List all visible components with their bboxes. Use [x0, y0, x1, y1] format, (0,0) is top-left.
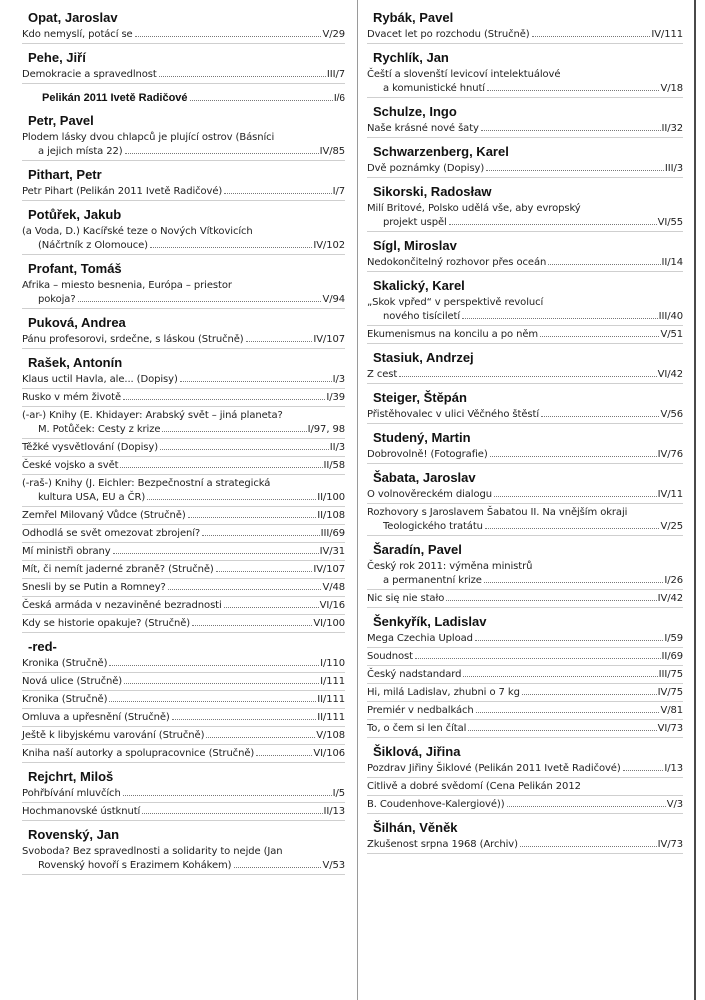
article-title-continuation: [22, 423, 345, 437]
article-title-line: (-ar-) Knihy (E. Khidayer: Arabský svět – jiná planeta?: [22, 410, 283, 421]
dot-leader: [463, 676, 657, 677]
article-entry: [22, 693, 345, 709]
article-title-line: Teologického tratátu: [383, 521, 483, 532]
article-title-continuation: [22, 491, 345, 505]
author-name: Rybák, Pavel: [373, 10, 454, 25]
issue-reference: V/108: [316, 730, 345, 741]
issue-reference: V/51: [660, 329, 683, 340]
article-title-line: Plodem lásky dvou chlapců je plující ostrov (Básníci: [22, 132, 275, 143]
dot-leader: [485, 528, 660, 529]
article-entry: [22, 563, 345, 579]
dot-leader: [475, 640, 663, 641]
column-divider: [357, 0, 358, 1000]
article-entry: [22, 185, 345, 201]
dot-leader: [623, 770, 664, 771]
article-title: Soudnost: [367, 651, 413, 662]
issue-reference: I/7: [332, 186, 345, 197]
article-title: Česká armáda v nezaviněné bezradnosti: [22, 600, 222, 611]
article-title: Odhodlá se svět omezovat zbrojení?: [22, 528, 201, 539]
author-name: Schwarzenberg, Karel: [373, 144, 509, 159]
issue-reference: IV/102: [313, 240, 345, 251]
dot-leader: [494, 496, 657, 497]
article-title-line: Čeští a slovenští levicoví intelektuálové: [367, 69, 561, 80]
article-entry: [367, 368, 683, 384]
issue-reference: II/3: [329, 442, 345, 453]
issue-reference: IV/42: [657, 593, 683, 604]
issue-reference: VI/16: [319, 600, 345, 611]
issue-reference: V/53: [322, 860, 345, 871]
dot-leader: [540, 336, 659, 337]
article-title-continuation: [367, 216, 683, 230]
issue-reference: IV/73: [657, 839, 683, 850]
issue-reference: I/26: [664, 575, 683, 586]
article-entry: [22, 68, 345, 84]
article-entry: [22, 675, 345, 691]
article-entry: [22, 581, 345, 597]
page-edge: [694, 0, 696, 1000]
author-name: Potůřek, Jakub: [28, 207, 122, 222]
dot-leader: [113, 553, 319, 554]
dot-leader: [462, 318, 658, 319]
article-title-continuation: [22, 293, 345, 307]
article-title-line: a permanentní krize: [383, 575, 482, 586]
dot-leader: [123, 795, 332, 796]
article-entry: [22, 441, 345, 457]
article-entry: [367, 650, 683, 666]
article-title-line: (-raš-) Knihy (J. Eichler: Bezpečnostní a strategická: [22, 478, 271, 489]
article-title-line: pokoja?: [38, 294, 76, 305]
issue-reference: V/81: [660, 705, 683, 716]
article-entry: [367, 122, 683, 138]
issue-reference: II/108: [317, 510, 345, 521]
article-title: Kniha naší autorky a spolupracovnice (Stručně): [22, 748, 255, 759]
issue-reference: IV/107: [313, 564, 345, 575]
article-entry: [367, 668, 683, 684]
issue-reference: II/69: [661, 651, 683, 662]
article-entry: [367, 506, 683, 536]
article-entry: [22, 509, 345, 525]
article-entry: [22, 409, 345, 439]
issue-reference: IV/75: [657, 687, 683, 698]
article-title: Těžké vysvětlování (Dopisy): [22, 442, 159, 453]
issue-reference: VI/106: [313, 748, 345, 759]
dot-leader: [142, 813, 322, 814]
issue-reference: V/94: [322, 294, 345, 305]
article-title: Mít, či nemít jaderné zbraně? (Stručně): [22, 564, 214, 575]
article-entry: [367, 328, 683, 344]
article-entry: [367, 762, 683, 778]
dot-leader: [486, 170, 664, 171]
issue-reference: V/56: [660, 409, 683, 420]
author-name: Šilhán, Věněk: [373, 820, 458, 835]
article-title: Dvacet let po rozchodu (Stručně): [367, 29, 530, 40]
article-title: České vojsko a svět: [22, 460, 119, 471]
article-entry: [22, 333, 345, 349]
issue-reference: II/32: [661, 123, 683, 134]
dot-leader: [548, 264, 660, 265]
issue-reference: II/13: [323, 806, 345, 817]
author-name: Šiklová, Jiřina: [373, 744, 461, 759]
article-title: Nic się nie stało: [367, 593, 445, 604]
dot-leader: [78, 301, 322, 302]
dot-leader: [415, 658, 661, 659]
dot-leader: [224, 607, 319, 608]
issue-reference: VI/42: [657, 369, 683, 380]
article-title-continuation: [22, 239, 345, 253]
issue-reference: III/40: [658, 311, 683, 322]
issue-reference: I/3: [332, 374, 345, 385]
issue-reference: II/58: [323, 460, 345, 471]
article-title-line: kultura USA, EU a ČR): [38, 492, 146, 503]
article-entry: [22, 747, 345, 763]
article-title-continuation: [367, 82, 683, 96]
article-title: Ekumenismus na koncilu a po něm: [367, 329, 539, 340]
index-entry-heading: [22, 90, 345, 107]
article-entry: [367, 448, 683, 464]
article-entry: [367, 408, 683, 424]
dot-leader: [520, 846, 657, 847]
article-title-continuation: [22, 145, 345, 159]
issue-reference: II/100: [317, 492, 345, 503]
dot-leader: [135, 36, 322, 37]
article-entry: [22, 477, 345, 507]
dot-leader: [224, 193, 331, 194]
author-name: Pehe, Jiří: [28, 50, 86, 65]
article-entry: [22, 599, 345, 615]
dot-leader: [160, 449, 329, 450]
issue-reference: IV/85: [319, 146, 345, 157]
author-name: Rejchrt, Miloš: [28, 769, 114, 784]
dot-leader: [522, 694, 657, 695]
author-name: Rychlík, Jan: [373, 50, 449, 65]
author-name: Skalický, Karel: [373, 278, 465, 293]
article-title: Omluva a upřesnění (Stručně): [22, 712, 170, 723]
article-title: Z cest: [367, 369, 398, 380]
dot-leader: [190, 100, 333, 101]
author-name: Rovenský, Jan: [28, 827, 120, 842]
issue-reference: V/29: [322, 29, 345, 40]
article-entry: [367, 256, 683, 272]
article-title: Dobrovolně! (Fotografie): [367, 449, 488, 460]
article-title-line: Rovenský hovoří s Erazimem Kohákem): [38, 860, 232, 871]
article-title-line: Český rok 2011: výměna ministrů: [367, 561, 533, 572]
dot-leader: [120, 467, 322, 468]
issue-reference: IV/11: [657, 489, 683, 500]
issue-reference: I/6: [333, 93, 345, 104]
article-title: Zemřel Milovaný Vůdce (Stručně): [22, 510, 186, 521]
author-name: Sígl, Miroslav: [373, 238, 457, 253]
dot-leader: [487, 90, 660, 91]
dot-leader: [481, 130, 661, 131]
dot-leader: [180, 381, 332, 382]
article-title: Klaus uctil Havla, ale... (Dopisy): [22, 374, 178, 385]
issue-reference: VI/55: [657, 217, 683, 228]
issue-reference: I/59: [664, 633, 683, 644]
issue-reference: II/111: [317, 694, 345, 705]
article-title-continuation: [367, 574, 683, 588]
article-entry: [367, 632, 683, 648]
article-title: Premiér v nedbalkách: [367, 705, 474, 716]
article-entry: [22, 845, 345, 875]
article-entry: [367, 592, 683, 608]
dot-leader: [168, 589, 322, 590]
article-title: Nedokončitelný rozhovor přes oceán: [367, 257, 547, 268]
article-entry: [367, 488, 683, 504]
article-title: Český nadstandard: [367, 669, 462, 680]
author-name: Šenkyřík, Ladislav: [373, 614, 487, 629]
article-entry: [22, 657, 345, 673]
author-name: Rašek, Antonín: [28, 355, 123, 370]
issue-reference: VI/100: [313, 618, 345, 629]
dot-leader: [162, 431, 306, 432]
issue-reference: III/3: [664, 163, 683, 174]
article-entry: [367, 780, 683, 796]
dot-leader: [202, 535, 320, 536]
issue-reference: III/69: [320, 528, 345, 539]
author-name: -red-: [28, 639, 57, 654]
article-title-line: (Náčrtník z Olomouce): [38, 240, 148, 251]
article-title: Dvě poznámky (Dopisy): [367, 163, 485, 174]
article-entry: [22, 225, 345, 255]
article-title-line: projekt uspěl: [383, 217, 447, 228]
article-title: Kdy se historie opakuje? (Stručně): [22, 618, 191, 629]
article-title: Pozdrav Jiřiny Šiklové (Pelikán 2011 Ivetě Radičové): [367, 763, 621, 774]
issue-reference: III/7: [326, 69, 345, 80]
issue-reference: I/97, 98: [307, 424, 345, 435]
article-entry: [367, 798, 683, 814]
article-entry: [367, 162, 683, 178]
author-name: Steiger, Štěpán: [373, 390, 467, 405]
issue-reference: IV/111: [651, 29, 683, 40]
article-title-continuation: [22, 859, 345, 873]
issue-reference: IV/31: [319, 546, 345, 557]
article-entry: [22, 279, 345, 309]
article-title-line: „Skok vpřed“ v perspektivě revolucí: [367, 297, 544, 308]
article-title: Kronika (Stručně): [22, 658, 108, 669]
article-entry: [22, 28, 345, 44]
index-column-left: [22, 6, 345, 877]
heading-title: Pelikán 2011 Ivetě Radičové: [42, 92, 188, 104]
article-entry: [22, 805, 345, 821]
dot-leader: [532, 36, 651, 37]
issue-reference: I/110: [320, 658, 345, 669]
article-title: Citlivě a dobré svědomí (Cena Pelikán 2012: [367, 781, 581, 792]
author-name: Studený, Martin: [373, 430, 471, 445]
dot-leader: [147, 499, 316, 500]
article-entry: [367, 202, 683, 232]
dot-leader: [159, 76, 326, 77]
article-title: Snesli by se Putin a Romney?: [22, 582, 166, 593]
dot-leader: [216, 571, 313, 572]
article-title-continuation: [367, 310, 683, 324]
author-name: Šaradín, Pavel: [373, 542, 462, 557]
article-entry: [22, 373, 345, 389]
author-name: Šabata, Jaroslav: [373, 470, 476, 485]
article-title-line: Rozhovory s Jaroslavem Šabatou II. Na vnějším okraji: [367, 507, 628, 518]
dot-leader: [124, 683, 319, 684]
article-title-line: Svoboda? Bez spravedlnosti a solidarity to nejde (Jan: [22, 846, 283, 857]
issue-reference: V/25: [660, 521, 683, 532]
dot-leader: [256, 755, 312, 756]
article-entry: [367, 686, 683, 702]
dot-leader: [446, 600, 656, 601]
article-entry: [367, 722, 683, 738]
author-name: Schulze, Ingo: [373, 104, 457, 119]
article-entry: [22, 787, 345, 803]
author-name: Sikorski, Radosław: [373, 184, 492, 199]
issue-reference: VI/73: [657, 723, 683, 734]
issue-reference: V/3: [666, 799, 683, 810]
author-name: Petr, Pavel: [28, 113, 94, 128]
article-title: Naše krásné nové šaty: [367, 123, 479, 134]
article-title: Demokracie a spravedlnost: [22, 69, 157, 80]
dot-leader: [125, 153, 319, 154]
article-entry: [22, 131, 345, 161]
article-title: Mí ministři obrany: [22, 546, 111, 557]
article-entry: [22, 391, 345, 407]
index-column-right: [367, 6, 683, 856]
article-title-line: a jejich místa 22): [38, 146, 123, 157]
article-entry: [22, 711, 345, 727]
article-entry: [367, 560, 683, 590]
dot-leader: [109, 665, 319, 666]
article-entry: [367, 704, 683, 720]
article-entry: [22, 545, 345, 561]
article-title: Nová ulice (Stručně): [22, 676, 123, 687]
author-name: Pithart, Petr: [28, 167, 102, 182]
article-title: Mega Czechia Upload: [367, 633, 473, 644]
issue-reference: I/39: [326, 392, 345, 403]
article-title: Pohřbívání mluvčích: [22, 788, 121, 799]
issue-reference: I/111: [320, 676, 345, 687]
issue-reference: IV/107: [313, 334, 345, 345]
dot-leader: [484, 582, 664, 583]
article-entry: [22, 459, 345, 475]
dot-leader: [109, 701, 316, 702]
article-title: Hochmanovské ústknutí: [22, 806, 141, 817]
article-title-line: (a Voda, D.) Kacířské teze o Nových Vítkovicích: [22, 226, 253, 237]
dot-leader: [449, 224, 657, 225]
article-title-line: a komunistické hnutí: [383, 83, 485, 94]
issue-reference: II/111: [317, 712, 345, 723]
dot-leader: [507, 806, 666, 807]
dot-leader: [541, 416, 659, 417]
article-title: Zkušenost srpna 1968 (Archiv): [367, 839, 518, 850]
article-title: Pánu profesorovi, srdečne, s láskou (Stručně): [22, 334, 244, 345]
dot-leader: [476, 712, 660, 713]
author-name: Opat, Jaroslav: [28, 10, 118, 25]
issue-reference: IV/76: [657, 449, 683, 460]
dot-leader: [399, 376, 656, 377]
dot-leader: [192, 625, 312, 626]
article-entry: [367, 28, 683, 44]
article-title-line: Afrika – miesto besnenia, Európa – priestor: [22, 280, 232, 291]
issue-reference: V/18: [660, 83, 683, 94]
author-name: Puková, Andrea: [28, 315, 126, 330]
article-title-line: Milí Britové, Polsko udělá vše, aby evropský: [367, 203, 581, 214]
article-title: Petr Pihart (Pelikán 2011 Ivetě Radičové): [22, 186, 223, 197]
article-title-continuation: [367, 520, 683, 534]
article-title: Ještě k libyjskému varování (Stručně): [22, 730, 205, 741]
dot-leader: [188, 517, 317, 518]
article-title: Kdo nemyslí, potácí se: [22, 29, 133, 40]
dot-leader: [490, 456, 657, 457]
article-entry: [367, 838, 683, 854]
dot-leader: [150, 247, 312, 248]
article-title: Kronika (Stručně): [22, 694, 108, 705]
dot-leader: [246, 341, 313, 342]
article-title: Přistěhovalec v ulici Věčného štěstí: [367, 409, 540, 420]
article-title-line: nového tisíciletí: [383, 311, 461, 322]
article-entry: [22, 617, 345, 633]
dot-leader: [234, 867, 322, 868]
article-title-line: M. Potůček: Cesty z krize: [38, 424, 161, 435]
article-entry: [22, 729, 345, 745]
issue-reference: III/75: [658, 669, 683, 680]
article-title: O volnověreckém dialogu: [367, 489, 492, 500]
dot-leader: [468, 730, 656, 731]
dot-leader: [123, 399, 325, 400]
issue-reference: I/13: [664, 763, 683, 774]
author-name: Profant, Tomáš: [28, 261, 122, 276]
article-title: To, o čem si len čítal: [367, 723, 467, 734]
article-title: Hi, milá Ladislav, zhubni o 7 kg: [367, 687, 520, 698]
issue-reference: II/14: [661, 257, 683, 268]
article-entry: [22, 527, 345, 543]
article-entry: [367, 68, 683, 98]
dot-leader: [206, 737, 315, 738]
author-name: Stasiuk, Andrzej: [373, 350, 474, 365]
issue-reference: V/48: [322, 582, 345, 593]
article-title: Rusko v mém životě: [22, 392, 122, 403]
dot-leader: [172, 719, 317, 720]
article-entry: [367, 296, 683, 326]
issue-reference: I/5: [332, 788, 345, 799]
article-title: B. Coudenhove-Kalergiové)): [367, 799, 505, 810]
